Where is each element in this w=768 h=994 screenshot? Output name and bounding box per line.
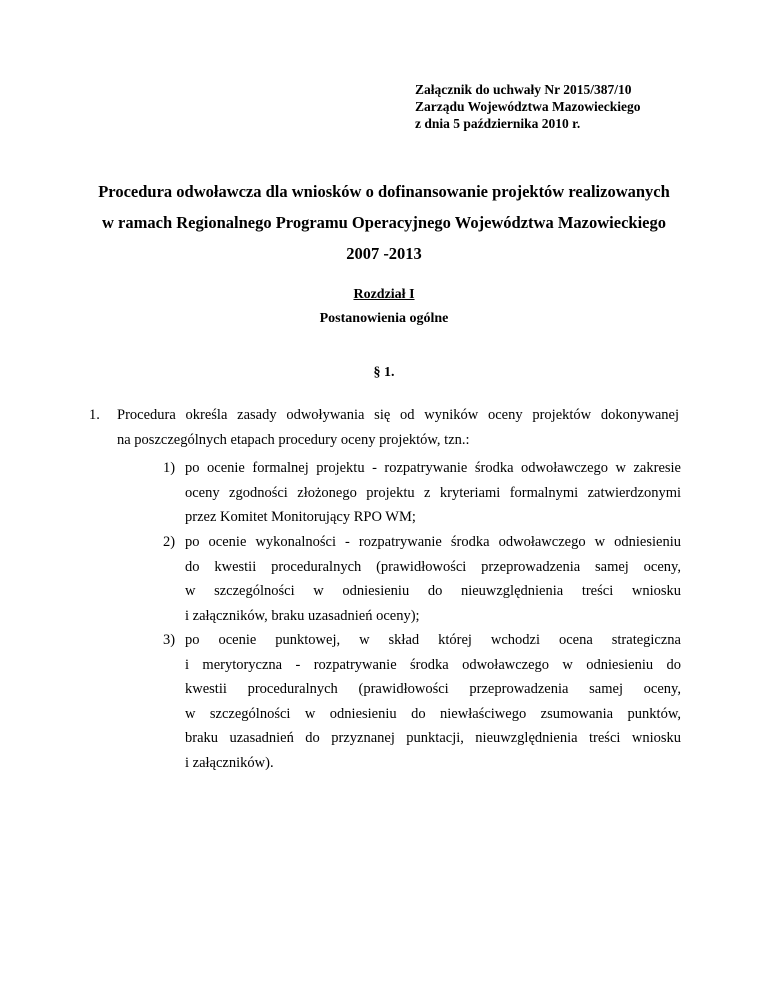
sub-item-1 <box>163 456 681 530</box>
sub-item-line: w szczególności w odniesieniu do nieuwzględnienia treści wniosku <box>185 583 681 599</box>
annex-line-date: z dnia 5 października 2010 r. <box>415 116 581 131</box>
sub-item-number: 2) <box>163 534 176 550</box>
list-item-1 <box>89 403 679 452</box>
sub-item-line: braku uzasadnień do przyznanej punktacji, nieuwzględnienia treści wniosku <box>185 730 681 746</box>
annex-line-board: Zarządu Województwa Mazowieckiego <box>415 99 641 114</box>
sub-item-line: w szczególności w odniesieniu do niewłaściwego zsumowania punktów, <box>185 705 681 722</box>
annex-line-resolution: Załącznik do uchwały Nr 2015/387/10 <box>415 82 632 97</box>
list-item-text <box>117 403 679 452</box>
sub-item-3 <box>163 628 681 775</box>
sub-item-text <box>185 530 681 628</box>
list-item-line: Procedura określa zasady odwoływania się od wyników oceny projektów dokonywanej <box>117 407 679 423</box>
paragraph-sign: § 1. <box>373 365 395 380</box>
sub-item-line: i załączników). <box>185 754 274 771</box>
sub-item-line: po ocenie wykonalności - rozpatrywanie środka odwoławczego w odniesieniu <box>185 534 681 550</box>
sub-item-line: kwestii proceduralnych (prawidłowości przeprowadzenia samej oceny, <box>185 681 681 697</box>
title-line-1: Procedura odwoławcza dla wniosków o dofinansowanie projektów realizowanych <box>98 182 670 201</box>
list-item-number: 1. <box>89 407 100 423</box>
sub-item-2 <box>163 530 681 628</box>
sub-item-text <box>185 456 681 530</box>
sub-item-line: po ocenie formalnej projektu - rozpatrywanie środka odwoławczego w zakresie <box>185 460 681 476</box>
annex-header <box>415 81 640 132</box>
list-item-line: na poszczególnych etapach procedury oceny projektów, tzn.: <box>117 431 470 448</box>
chapter-heading <box>0 283 768 331</box>
sub-item-line: przez Komitet Monitorujący RPO WM; <box>185 509 416 525</box>
sub-item-text <box>185 628 681 775</box>
sub-item-line: i załączników, braku uzasadnień oceny); <box>185 607 420 624</box>
title-line-3: 2007 -2013 <box>346 244 422 263</box>
sub-item-number: 1) <box>163 460 176 476</box>
sub-item-number: 3) <box>163 632 176 648</box>
chapter-name: Postanowienia ogólne <box>319 311 449 326</box>
sub-item-line: do kwestii proceduralnych (prawidłowości przeprowadzenia samej oceny, <box>185 558 681 575</box>
sub-item-line: oceny zgodności złożonego projektu z kryteriami formalnymi zatwierdzonymi <box>185 484 681 501</box>
sub-item-line: po ocenie punktowej, w skład której wchodzi ocena strategiczna <box>185 632 681 648</box>
chapter-number: Rozdział I <box>353 287 415 302</box>
document-title <box>40 176 728 269</box>
sub-item-line: i merytoryczna - rozpatrywanie środka odwoławczego w odniesieniu do <box>185 656 681 673</box>
title-line-2: w ramach Regionalnego Programu Operacyjnego Województwa Mazowieckiego <box>102 213 666 232</box>
